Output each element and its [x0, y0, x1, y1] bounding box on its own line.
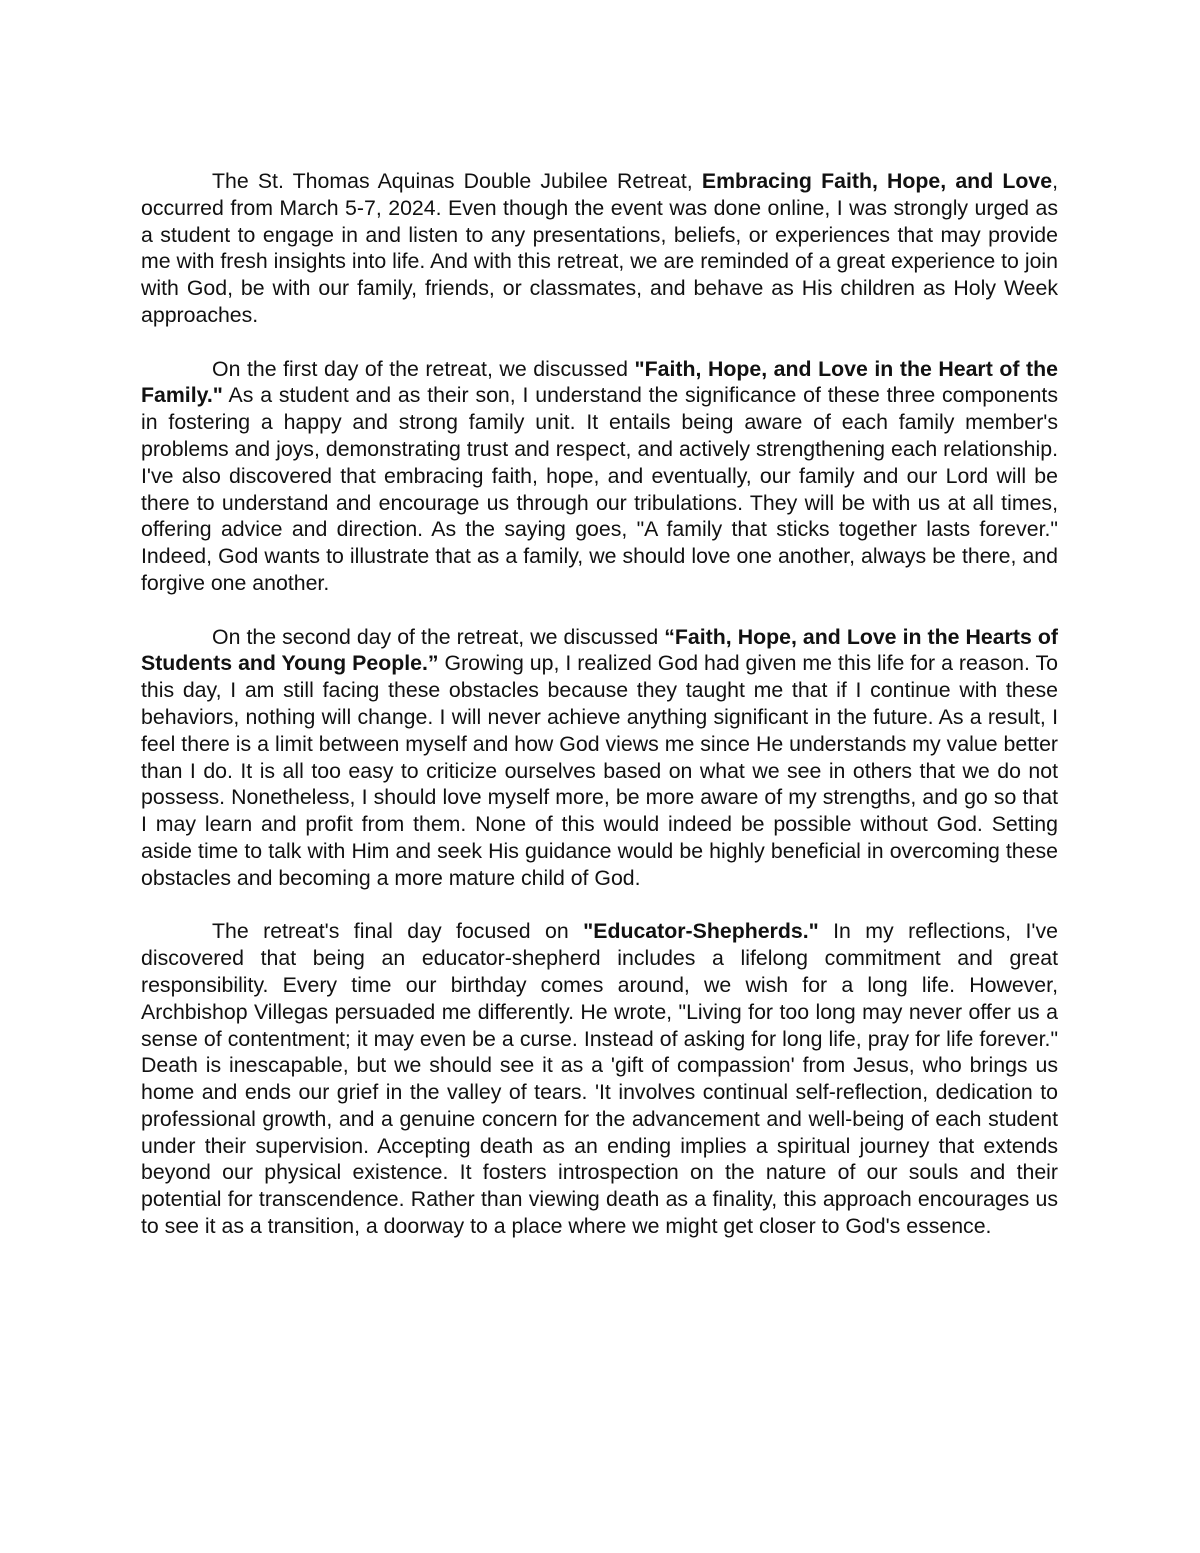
paragraph-text: On the second day of the retreat, we discussed	[212, 624, 665, 649]
paragraph-text: The retreat's final day focused on	[212, 919, 584, 944]
paragraph-intro	[141, 168, 1058, 329]
paragraph-text: On the first day of the retreat, we discussed	[212, 356, 635, 381]
document-page	[141, 168, 1058, 1267]
day-two-theme: “Faith, Hope, and Love in the Hearts of Students and Young People.”	[141, 624, 1058, 676]
final-day-theme: "Educator-Shepherds."	[583, 919, 819, 944]
retreat-title: Embracing Faith, Hope, and Love	[701, 169, 1053, 193]
paragraph-text: In my reflections, I've discovered that being an educator-shepherd includes a lifelong commitment and great responsibility. Every time our birthday comes around, we wish for a long life. However, Archbishop Villegas persuaded me differently. He wrote, "Living for too long may never offer us a sense of contentment; it may even be a curse. Instead of asking for long life, pray for life forever." Death is inescapable, but we should see it as a 'gift of compassion' from Jesus, who brings us home and ends our grief in the valley of tears. 'It involves continual self-reflection, dedication to professional growth, and a genuine concern for the advancement and well-being of each student under their supervision. Accepting death as an ending implies a spiritual journey that extends beyond our physical existence. It fosters introspection on the nature of our souls and their potential for transcendence. Rather than viewing death as a finality, this approach encourages us to see it as a transition, a doorway to a place where we might get closer to God's essence.	[141, 919, 1058, 1239]
day-one-theme: "Faith, Hope, and Love in the Heart of the Family."	[141, 356, 1058, 408]
paragraph-text: The St. Thomas Aquinas Double Jubilee Retreat,	[212, 169, 702, 193]
paragraph-final-day	[141, 918, 1058, 1240]
paragraph-day-one	[141, 356, 1058, 597]
paragraph-text: As a student and as their son, I understand the significance of these three components in fostering a happy and strong family unit. It entails being aware of each family member's problems and joys, demonstrating trust and respect, and actively strengthening each relationship. I've also discovered that embracing faith, hope, and eventually, our family and our Lord will be there to understand and encourage us through our tribulations. They will be with us at all times, offering advice and direction. As the saying goes, "A family that sticks together lasts forever." Indeed, God wants to illustrate that as a family, we should love one another, always be there, and forgive one another.	[141, 383, 1058, 595]
paragraph-text: Growing up, I realized God had given me this life for a reason. To this day, I am still facing these obstacles because they taught me that if I continue with these behaviors, nothing will change. I will never achieve anything significant in the future. As a result, I feel there is a limit between myself and how God views me since He understands my value better than I do. It is all too easy to criticize ourselves based on what we see in others that we do not possess. Nonetheless, I should love myself more, be more aware of my strengths, and go so that I may learn and profit from them. None of this would indeed be possible without God. Setting aside time to talk with Him and seek His guidance would be highly beneficial in overcoming these obstacles and becoming a more mature child of God.	[141, 651, 1058, 890]
paragraph-day-two	[141, 624, 1058, 892]
paragraph-text: , occurred from March 5-7, 2024. Even though the event was done online, I was strongly urged as a student to engage in and listen to any presentations, beliefs, or experiences that may provide me with fresh insights into life. And with this retreat, we are reminded of a great experience to join with God, be with our family, friends, or classmates, and behave as His children as Holy Week approaches.	[141, 169, 1058, 327]
